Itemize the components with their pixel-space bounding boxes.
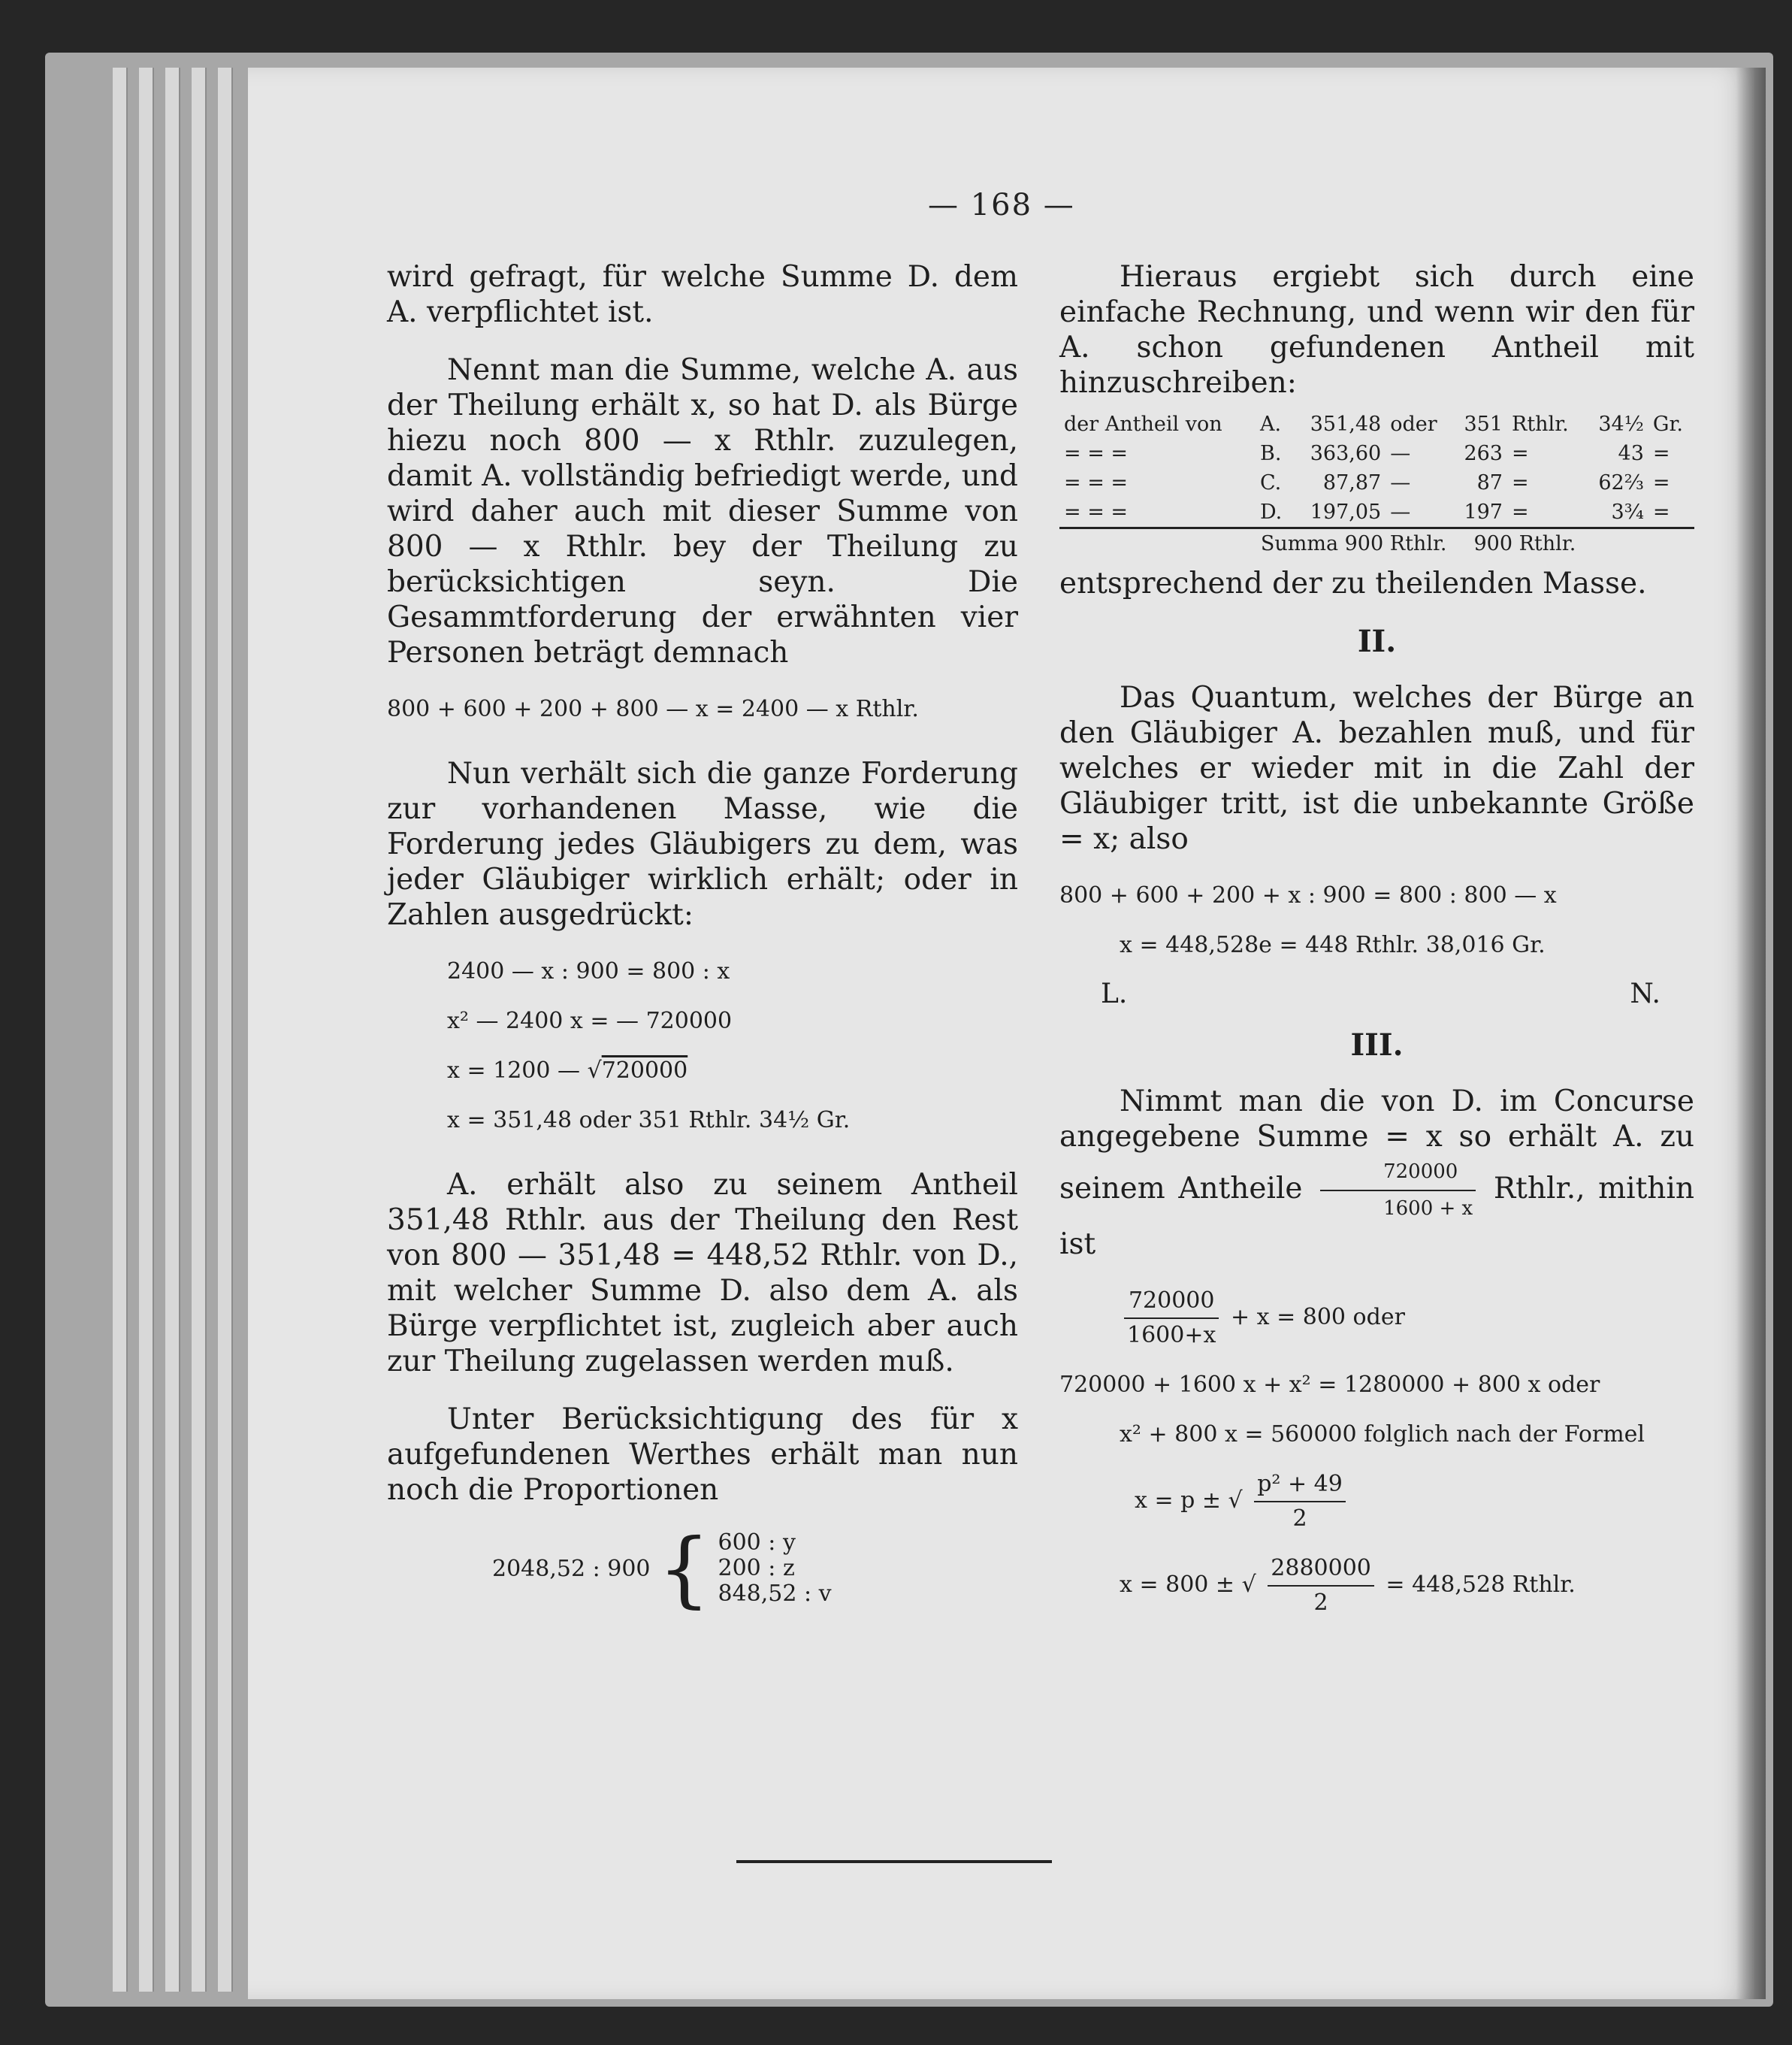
table-cell-label: = = = — [1064, 442, 1129, 465]
fraction-numerator: 2880000 — [1268, 1552, 1374, 1587]
proportion-items — [718, 1530, 832, 1607]
formula — [1059, 1552, 1694, 1620]
formula — [387, 1054, 1018, 1088]
fraction-denominator: 2 — [1313, 1590, 1328, 1616]
table-cell-grunit: Gr. — [1652, 413, 1683, 436]
table-cell-grunit: = — [1652, 442, 1670, 465]
table-cell-val: 87,87 — [1322, 471, 1382, 495]
formula-part: + x = 800 oder — [1230, 1304, 1405, 1330]
end-rule — [736, 1860, 1052, 1863]
proportions — [492, 1520, 1018, 1617]
table-cell-gr: 62⅔ — [1598, 471, 1644, 495]
formula-part: x = 800 ± √ — [1120, 1572, 1256, 1598]
formula-part: — √ — [558, 1057, 602, 1084]
page-number: — 168 — — [928, 188, 1075, 222]
table-cell-label: der Antheil von — [1064, 413, 1222, 436]
fraction-numerator: 720000 — [1320, 1154, 1476, 1191]
signature-line — [1101, 979, 1694, 1009]
formula: x = 448,528e = 448 Rthlr. 38,016 Gr. — [1120, 932, 1546, 958]
table-cell-gr: 43 — [1618, 442, 1644, 465]
page-stack — [218, 68, 233, 1992]
fraction — [1124, 1284, 1219, 1352]
signature-left: L. — [1101, 979, 1128, 1009]
paragraph: Nun verhält sich die ganze Forderung zur vorhandenen Masse, wie die Forderung jedes Gläubigers zu dem, was jeder Gläubiger wirklich erhält; oder in Zahlen ausgedrückt: — [387, 757, 1018, 932]
paragraph: Nennt man die Summe, welche A. aus der Theilung erhält x, so hat D. als Bürge hiezu noch 800 — x Rthlr. zuzulegen, damit A. vollständig befriedigt werde, und wird daher auch mit dieser Summe von 800 — x Rthlr. bey der Theilung zu berücksichtigen seyn. Die Gesammtforderung der erwähnten vier Personen beträgt demnach — [387, 353, 1018, 670]
section-heading: III. — [1350, 1027, 1404, 1063]
section-heading: II. — [1357, 624, 1397, 659]
formula — [1059, 1468, 1694, 1535]
paragraph: Das Quantum, welches der Bürge an den Gläubiger A. bezahlen muß, und für welches er wieder mit in die Zahl der Gläubiger tritt, ist die unbekannte Größe = x; also — [1059, 681, 1694, 856]
paragraph-text: Rthlr., mithin ist — [1059, 1172, 1694, 1261]
spine-shadow — [1736, 68, 1766, 1999]
table-cell-rth: 351 — [1464, 413, 1503, 436]
table-cell-grunit: = — [1652, 501, 1670, 524]
formula: 720000 + 1600 x + x² = 1280000 + 800 x oder — [1059, 1372, 1600, 1398]
shares-table — [1059, 410, 1694, 558]
fraction-denominator: 1600 + x — [1383, 1197, 1473, 1220]
table-row — [1059, 498, 1694, 528]
page-stack — [113, 68, 128, 1992]
formula: 2400 — x : 900 = 800 : x — [447, 958, 730, 985]
paragraph: Hieraus ergiebt sich durch eine einfache Rechnung, und wenn wir den für A. schon gefundenen Antheil mit hinzuschreiben: — [1059, 260, 1694, 400]
page-stack — [139, 68, 154, 1992]
formula: 800 + 600 + 200 + 800 — x = 2400 — x Rthlr. — [387, 696, 919, 722]
table-cell-unit: = — [1511, 442, 1529, 465]
paragraph — [1059, 1084, 1694, 1262]
table-cell-unit: = — [1511, 501, 1529, 524]
table-row — [1059, 410, 1694, 439]
paragraph: Unter Berücksichtigung des für x aufgefundenen Werthes erhält man nun noch die Proportionen — [387, 1402, 1018, 1507]
formula: x² — 2400 x = — 720000 — [447, 1008, 733, 1034]
table-cell-rth: 197 — [1464, 501, 1503, 524]
table-cell-val: 197,05 — [1310, 501, 1382, 524]
table-cell-gr: 3¾ — [1611, 501, 1644, 524]
table-cell-who: C. — [1259, 471, 1282, 495]
paragraph: wird gefragt, für welche Summe D. dem A. verpflichtet ist. — [387, 260, 1018, 329]
formula: x = 351,48 oder 351 Rthlr. 34½ Gr. — [447, 1107, 851, 1133]
signature-right: N. — [1630, 979, 1661, 1009]
sum-label: Summa 900 Rthlr. — [1059, 528, 1451, 559]
table-cell-conn: — — [1390, 501, 1411, 524]
table-cell-rth: 263 — [1464, 442, 1503, 465]
fraction-numerator: p² + 49 — [1254, 1468, 1346, 1502]
table-cell-label: = = = — [1064, 471, 1129, 495]
sum-right: 900 Rthlr. — [1451, 528, 1694, 559]
page-stack — [192, 68, 207, 1992]
page-stack — [165, 68, 180, 1992]
paragraph: A. erhält also zu seinem Antheil 351,48 Rthlr. aus der Theilung den Rest von 800 — 351,48 = 448,52 Rthlr. von D., mit welcher Summe D. also dem A. als Bürge verpflichtet ist, zugleich aber auch zur Theilung zugelassen werden muß. — [387, 1168, 1018, 1378]
right-column — [1059, 259, 1694, 1636]
table-cell-rth: 87 — [1476, 471, 1503, 495]
formula-part: x = p ± √ — [1135, 1487, 1243, 1514]
table-cell-val: 351,48 — [1310, 413, 1382, 436]
formula: 800 + 600 + 200 + x : 900 = 800 : 800 — x — [1059, 882, 1557, 909]
left-column — [387, 259, 1018, 1617]
formula: x² + 800 x = 560000 folglich nach der Formel — [1120, 1421, 1645, 1448]
table-cell-who: A. — [1259, 413, 1282, 436]
fraction-denominator: 2 — [1292, 1505, 1307, 1532]
fraction-numerator: 720000 — [1124, 1284, 1219, 1319]
table-cell-who: B. — [1259, 442, 1282, 465]
fraction-denominator: 1600+x — [1127, 1322, 1216, 1348]
table-cell-conn: oder — [1390, 413, 1437, 436]
proportion-lhs: 2048,52 : 900 — [492, 1555, 651, 1582]
fraction — [1254, 1468, 1346, 1535]
fraction — [1320, 1154, 1476, 1227]
table-cell-conn: — — [1390, 471, 1411, 495]
table-cell-who: D. — [1259, 501, 1283, 524]
table-cell-unit: Rthlr. — [1511, 413, 1569, 436]
table-row — [1059, 439, 1694, 468]
table-cell-conn: — — [1390, 442, 1411, 465]
paragraph-text: Nimmt man die von D. im Concurse angegebene Summe = x so erhält A. zu seinem Antheile — [1059, 1085, 1694, 1206]
proportion-item: 200 : z — [718, 1555, 795, 1581]
table-row — [1059, 468, 1694, 498]
fraction — [1268, 1552, 1374, 1620]
proportion-item: 848,52 : v — [718, 1581, 832, 1607]
sum-row — [1059, 528, 1694, 559]
table-cell-grunit: = — [1652, 471, 1670, 495]
table-cell-label: = = = — [1064, 501, 1129, 524]
proportion-item: 600 : y — [718, 1529, 796, 1556]
formula — [1059, 1284, 1694, 1352]
table-cell-val: 363,60 — [1310, 442, 1382, 465]
table-cell-unit: = — [1511, 471, 1529, 495]
formula-part: = 448,528 Rthlr. — [1386, 1572, 1576, 1598]
brace-symbol: { — [657, 1520, 711, 1617]
table-cell-gr: 34½ — [1598, 413, 1644, 436]
paragraph: entsprechend der zu theilenden Masse. — [1059, 567, 1647, 600]
formula-radicand: 720000 — [601, 1057, 688, 1084]
formula-part: x = 1200 — [447, 1057, 551, 1084]
